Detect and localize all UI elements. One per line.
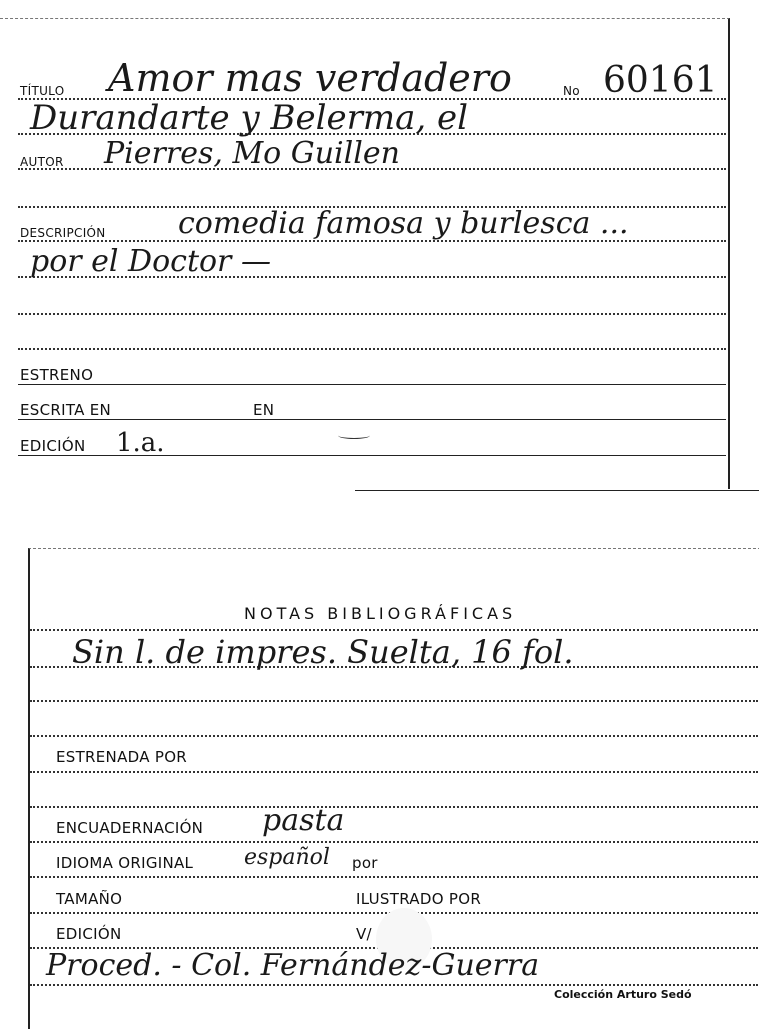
ruled-line (18, 384, 726, 385)
encuadernacion-label: ENCUADERNACIÓN (56, 819, 204, 837)
notas-value: Sin l. de impres. Suelta, 16 fol. (72, 633, 574, 671)
edicion-label: EDICIÓN (20, 437, 86, 455)
escrita-en-label: ESCRITA EN (20, 401, 112, 419)
estrenada-por-label: ESTRENADA POR (56, 748, 188, 766)
ruled-line (18, 419, 726, 420)
ruled-line (18, 313, 726, 315)
idioma-original-value: español (244, 845, 330, 870)
idioma-original-label: IDIOMA ORIGINAL (56, 854, 194, 872)
collection-credit: Colección Arturo Sedó (554, 988, 692, 1001)
autor-value: Pierres, Mo Guillen (104, 136, 400, 171)
en-label: EN (253, 401, 275, 419)
numero-value: 60161 (603, 60, 718, 101)
ruled-line (30, 876, 758, 878)
tamano-label: TAMAÑO (56, 890, 123, 908)
procedencia-value: Proced. - Col. Fernández-Guerra (46, 948, 540, 983)
estreno-label: ESTRENO (20, 366, 94, 384)
ruled-line (30, 841, 758, 843)
descripcion-value-continued: por el Doctor — (30, 244, 271, 279)
notas-heading: NOTAS BIBLIOGRÁFICAS (244, 604, 517, 623)
titulo-value-continued: Durandarte y Belerma, el (30, 98, 468, 138)
ruled-line (18, 348, 726, 350)
edicion-value: 1.a. (116, 428, 165, 458)
por-label: por (352, 854, 378, 872)
ruled-line (30, 700, 758, 702)
ruled-line (30, 629, 758, 631)
titulo-label: TÍTULO (20, 84, 65, 98)
autor-label: AUTOR (20, 155, 64, 169)
titulo-value: Amor mas verdadero (108, 56, 512, 100)
descripcion-label: DESCRIPCIÓN (20, 226, 106, 240)
descripcion-value: comedia famosa y burlesca ... (178, 206, 629, 241)
pencil-mark (338, 432, 370, 439)
ilustrado-por-label: ILUSTRADO POR (356, 890, 482, 908)
encuadernacion-value: pasta (262, 803, 345, 838)
numero-label: No (563, 84, 580, 98)
ruled-line (355, 490, 759, 491)
ruled-line (30, 806, 758, 808)
edicion-bottom-label: EDICIÓN (56, 925, 122, 943)
v-label: V/ (356, 925, 372, 943)
ruled-line (30, 771, 758, 773)
ruled-line (30, 735, 758, 737)
ruled-line (30, 984, 758, 986)
